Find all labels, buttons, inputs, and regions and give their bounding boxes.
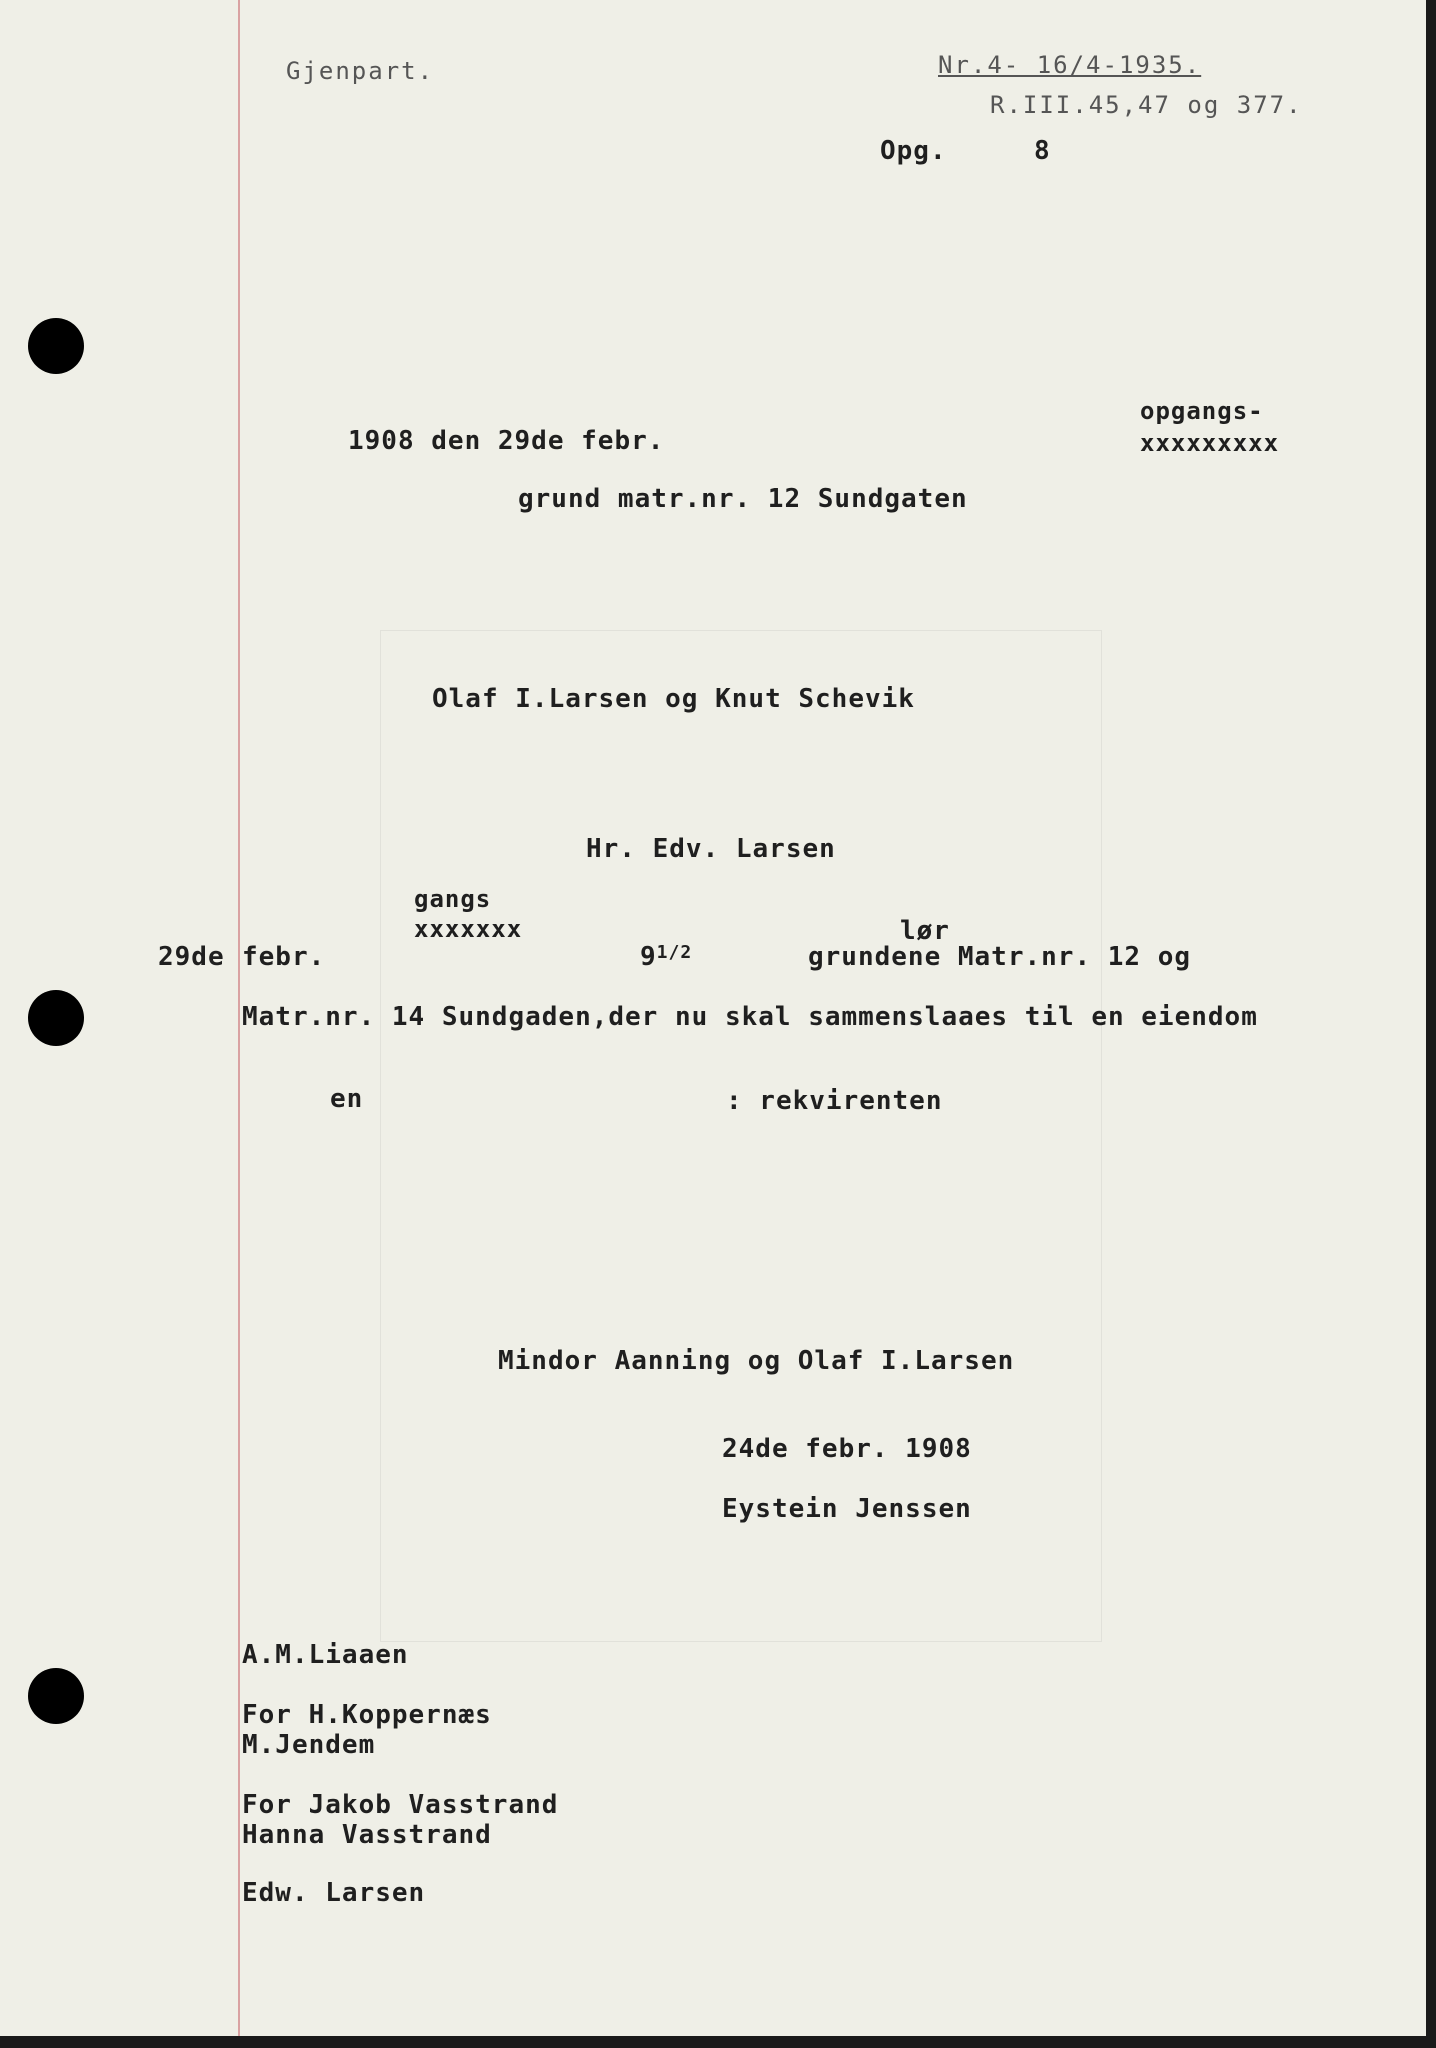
signature-line: Hanna Vasstrand: [242, 1820, 492, 1850]
row-date: 29de: [158, 942, 225, 972]
fraction-value: [640, 942, 692, 972]
signature-line: M.Jendem: [242, 1730, 376, 1760]
property-line: grund matr.nr. 12 Sundgaten: [518, 484, 968, 514]
en-word: en: [330, 1084, 364, 1114]
punch-hole: [28, 990, 84, 1046]
row-property: grundene Matr.nr. 12 og: [808, 942, 1192, 972]
correction-insert: opgangs-: [1140, 397, 1264, 425]
reference-line: R.III.45,47 og 377.: [990, 91, 1303, 119]
fraction-whole: 9: [640, 942, 657, 972]
faded-stamp-area: [380, 630, 1102, 1642]
recipient-line: Hr. Edv. Larsen: [586, 834, 836, 864]
signers-line: Mindor Aanning og Olaf I.Larsen: [498, 1346, 1015, 1376]
rekvirenten-line: : rekvirenten: [726, 1086, 943, 1116]
matr-line: Matr.nr. 14 Sundgaden,der nu skal sammenslaaes til en eiendom: [242, 1002, 1258, 1032]
punch-hole: [28, 1668, 84, 1724]
copy-label: Gjenpart.: [286, 57, 435, 85]
signature-line: For Jakob Vasstrand: [242, 1790, 559, 1820]
date-line: 1908 den 29de febr.: [348, 426, 665, 456]
opg-number: 8: [1034, 136, 1051, 166]
struck-text: xxxxxxxxx: [1140, 429, 1280, 457]
reference-number: Nr.4- 16/4-1935.: [938, 51, 1202, 79]
margin-rule: [238, 0, 240, 2036]
gangs-insert: gangs: [414, 885, 492, 913]
dated-line: 24de febr. 1908: [722, 1434, 972, 1464]
lor-insert: lør: [900, 916, 950, 946]
signature-line: A.M.Liaaen: [242, 1640, 409, 1670]
signed-by: Eystein Jenssen: [722, 1494, 972, 1524]
opg-label: Opg.: [880, 136, 947, 166]
signature-line: For H.Koppernæs: [242, 1700, 492, 1730]
fraction-part: 1/2: [656, 942, 693, 963]
parties-line: Olaf I.Larsen og Knut Schevik: [432, 684, 915, 714]
gangs-struck: xxxxxxx: [414, 915, 523, 943]
signature-line: Edw. Larsen: [242, 1878, 426, 1908]
row-month: febr.: [242, 942, 326, 972]
punch-hole: [28, 318, 84, 374]
